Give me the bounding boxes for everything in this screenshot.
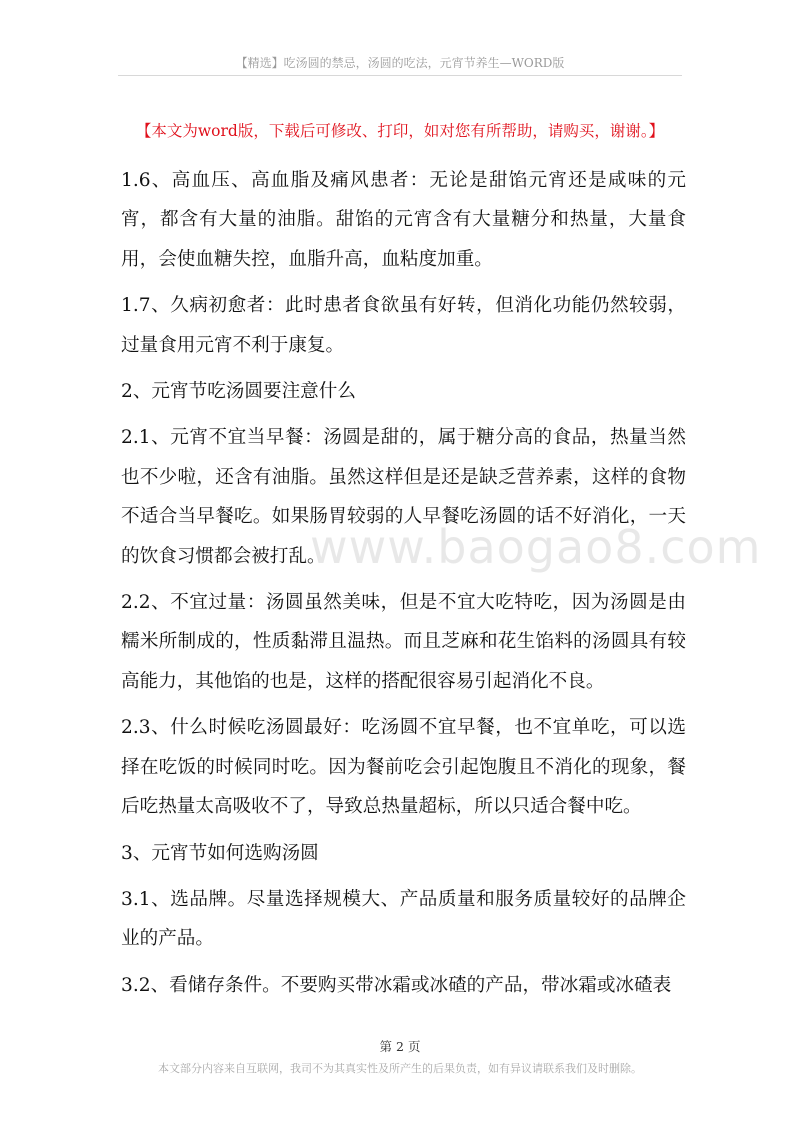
document-notice: 【本文为word版，下载后可修改、打印，如对您有所帮助，请购买，谢谢。】	[135, 122, 665, 140]
document-body	[121, 161, 686, 1012]
paragraph: 3.1、选品牌。尽量选择规模大、产品质量和服务质量较好的品牌企业的产品。	[121, 888, 686, 950]
page-number: 第 2 页	[379, 1039, 421, 1054]
page-footer: 本文部分内容来自互联网，我司不为其真实性及所产生的后果负责，如有异议请联系我们及时删除。	[158, 1062, 642, 1075]
paragraph: 2.3、什么时候吃汤圆最好：吃汤圆不宜早餐，也不宜单吃，可以选择在吃饭的时候同时吃。因为餐前吃会引起饱腹且不消化的现象，餐后吃热量太高吸收不了，导致总热量超标，所以只适合餐中吃。	[121, 717, 686, 818]
paragraph: 2.2、不宜过量：汤圆虽然美味，但是不宜大吃特吃，因为汤圆是由糯米所制成的，性质黏滞且温热。而且芝麻和花生馅料的汤圆具有较高能力，其他馅的也是，这样的搭配很容易引起消化不良。	[121, 592, 686, 692]
paragraph: 2.1、元宵不宜当早餐：汤圆是甜的，属于糖分高的食品，热量当然也不少啦，还含有油脂。虽然这样但是还是缺乏营养素，这样的食物不适合当早餐吃。如果肠胃较弱的人早餐吃汤圆的话不好消化，一天的饮食习惯都会被打乱。	[121, 427, 686, 567]
section-heading: 2、元宵节吃汤圆要注意什么	[121, 381, 356, 403]
section-heading: 3、元宵节如何选购汤圆	[121, 842, 319, 864]
watermark: www.baogao8.com	[310, 520, 762, 574]
paragraph: 1.6、高血压、高血脂及痛风患者：无论是甜馅元宵还是咸味的元宵，都含有大量的油脂。甜馅的元宵含有大量糖分和热量，大量食用，会使血糖失控，血脂升高，血粘度加重。	[121, 170, 686, 270]
header-divider	[118, 75, 682, 76]
paragraph: 1.7、久病初愈者：此时患者食欲虽有好转，但消化功能仍然较弱，过量食用元宵不利于康复。	[121, 295, 686, 356]
paragraph: 3.2、看储存条件。不要购买带冰霜或冰碴的产品，带冰霜或冰碴表	[121, 974, 672, 996]
page-header: 【精选】吃汤圆的禁忌，汤圆的吃法，元宵节养生—WORD版	[235, 56, 565, 70]
